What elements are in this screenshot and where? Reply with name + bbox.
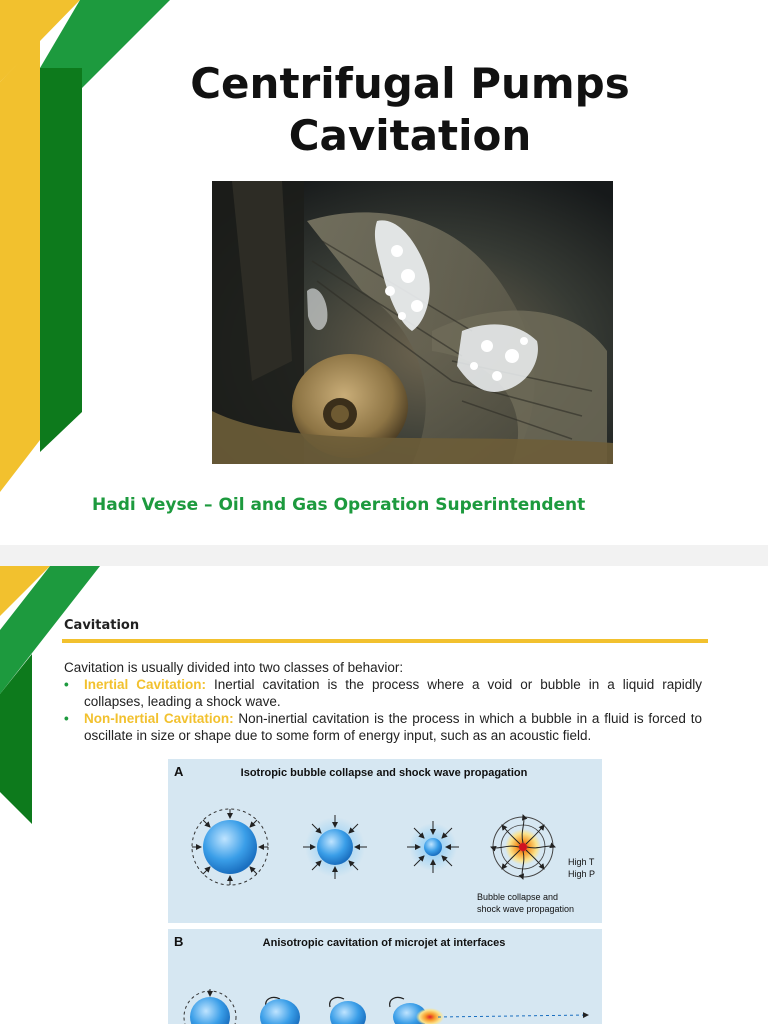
author-line: Hadi Veyse – Oil and Gas Operation Superintendent [92,495,586,515]
heading-underline [62,639,708,643]
slide-separator [0,545,768,566]
text-inertial: Inertial cavitation is the process where a void or bubble in a liquid rapidly collapses, leading a shock wave. [84,677,702,709]
panel-a-title: Isotropic bubble collapse and shock wave propagation [240,767,528,779]
section-heading: Cavitation [64,618,140,633]
caption-line-1: Bubble collapse and [477,892,559,902]
text-non-inertial: Non-inertial cavitation is the process in which a bubble in a fluid is forced to oscillate in size or shape due to some form of energy input, such as an acoustic field. [84,711,702,743]
content-slide [0,566,768,1024]
panel-b-letter: B [174,934,184,949]
slide-title [140,58,680,162]
bullet-marker: • [64,677,69,692]
bullet-marker: • [64,711,69,726]
caption-line-2: shock wave propagation [477,904,575,914]
bullet-non-inertial [64,710,702,744]
panel-b-title: Anisotropic cavitation of microjet at interfaces [262,937,506,949]
body-text [64,659,702,744]
intro-text: Cavitation is usually divided into two classes of behavior: [64,660,404,675]
propeller-cavitation-photo [212,181,613,464]
title-line-1: Centrifugal Pumps [190,59,630,108]
title-line-2: Cavitation [288,111,532,160]
bubble-stage-2 [303,815,367,879]
term-inertial: Inertial Cavitation: [84,677,207,692]
term-non-inertial: Non-Inertial Cavitation: [84,711,234,726]
high-t-label: High T [568,857,595,867]
bullet-list [64,676,702,744]
bullet-inertial [64,676,702,710]
panel-a-letter: A [174,764,184,779]
bubble-stage-1 [192,809,268,885]
high-p-label: High P [568,869,596,879]
cavitation-figure [168,759,602,1024]
bubble-stage-3 [407,821,459,873]
